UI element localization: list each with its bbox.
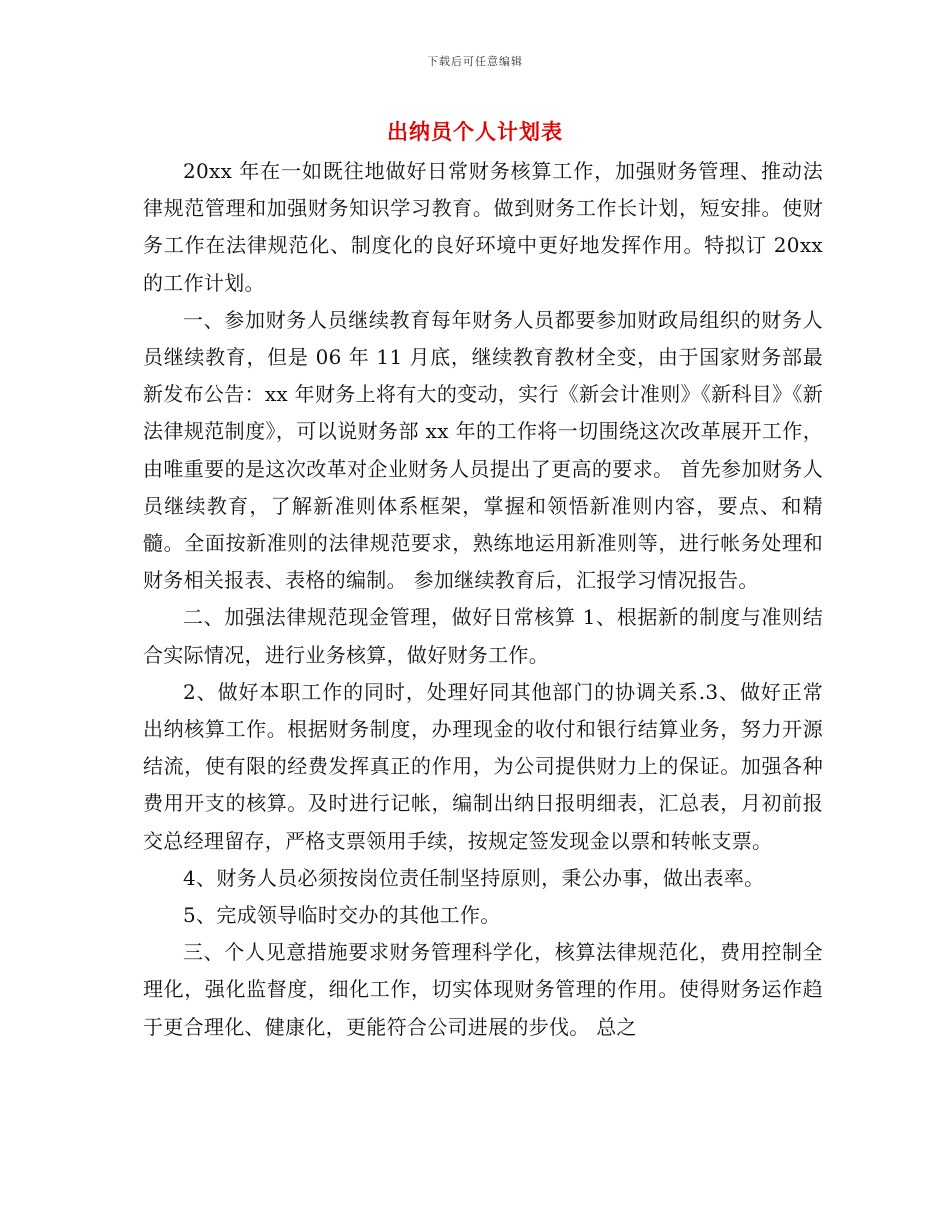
document-title: 出纳员个人计划表 [387,119,563,144]
paragraph-section-2: 二、加强法律规范现金管理，做好日常核算 1、根据新的制度与准则结合实际情况，进行业务核算，做好财务工作。 [143,605,823,667]
paragraph-intro: 20xx 年在一如既往地做好日常财务核算工作，加强财务管理、推动法律规范管理和加强财务知识学习教育。做到财务工作长计划，短安排。使财务工作在法律规范化、制度化的良好环境中更好地发挥作用。特拟订 20xx 的工作计划。 [143,159,823,295]
document-body [143,153,823,1046]
page-header-note: 下载后可任意编辑 [427,55,523,68]
paragraph-item-2-3: 2、做好本职工作的同时，处理好同其他部门的协调关系.3、做好正常出纳核算工作。根据财务制度，办理现金的收付和银行结算业务，努力开源结流，使有限的经费发挥真正的作用，为公司提供财力上的保证。加强各种费用开支的核算。及时进行记帐，编制出纳日报明细表，汇总表，月初前报交总经理留存，严格支票领用手续，按规定签发现金以票和转帐支票。 [143,679,823,853]
paragraph-item-5: 5、完成领导临时交办的其他工作。 [183,903,501,928]
paragraph-item-4: 4、财务人员必须按岗位责任制坚持原则，秉公办事，做出表率。 [183,865,765,890]
paragraph-section-3: 三、个人见意措施要求财务管理科学化，核算法律规范化，费用控制全理化，强化监督度，细化工作，切实体现财务管理的作用。使得财务运作趋于更合理化、健康化，更能符合公司进展的步伐。 总之 [143,940,823,1039]
paragraph-section-1: 一、参加财务人员继续教育每年财务人员都要参加财政局组织的财务人员继续教育，但是 06 年 11 月底，继续教育教材全变，由于国家财务部最新发布公告：xx 年财务上将有大的变动，实行《新会计准则》《新科目》《新法律规范制度》，可以说财务部 xx 年的工作将一切围绕这次改革展开工作，由唯重要的是这次改革对企业财务人员提出了更高的要求。 首先参加财务人员继续教育，了解新准则体系框架，掌握和领悟新准则内容，要点、和精髓。全面按新准则的法律规范要求，熟练地运用新准则等，进行帐务处理和财务相关报表、表格的编制。 参加继续教育后，汇报学习情况报告。 [143,307,823,593]
